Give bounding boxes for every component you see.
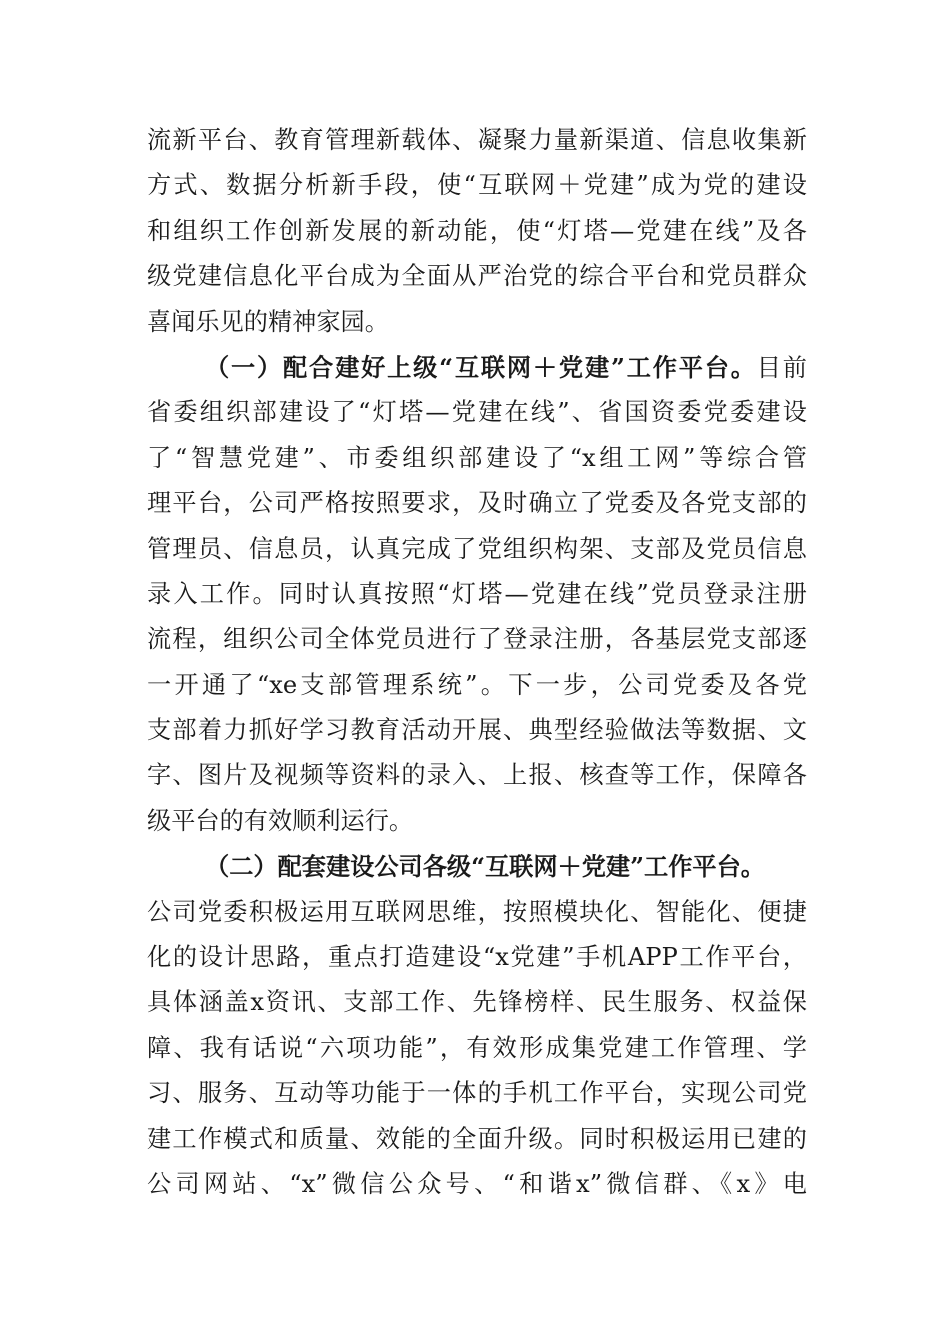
text-line: 公司党委积极运用互联网思维，按照模块化、智能化、便捷 <box>147 897 807 926</box>
text-line: 级平台的有效顺利运行。 <box>147 806 414 835</box>
text-line: 具体涵盖x资讯、支部工作、先锋榜样、民生服务、权益保 <box>147 988 807 1017</box>
text-line: 喜闻乐见的精神家园。 <box>147 307 389 336</box>
paragraph-continuation <box>147 118 807 345</box>
text-line: 建工作模式和质量、效能的全面升级。同时积极运用已建的 <box>147 1124 807 1153</box>
text-line: 了“智慧党建”、市委组织部建设了“x组工网”等综合管 <box>147 443 807 472</box>
section-1-first-line-rest: 目前 <box>756 353 807 382</box>
text-line: 省委组织部建设了“灯塔—党建在线”、省国资委党委建设 <box>147 398 807 427</box>
text-line: 方式、数据分析新手段，使“互联网＋党建”成为党的建设 <box>147 171 807 200</box>
text-line: 字、图片及视频等资料的录入、上报、核查等工作，保障各 <box>147 761 807 790</box>
text-line: 障、我有话说“六项功能”，有效形成集党建工作管理、学 <box>147 1033 807 1062</box>
text-line: 管理员、信息员，认真完成了党组织构架、支部及党员信息 <box>147 534 807 563</box>
document-page <box>147 118 807 1207</box>
section-1-heading: （一）配合建好上级“互联网＋党建”工作平台。 <box>205 352 757 382</box>
text-line: 录入工作。同时认真按照“灯塔—党建在线”党员登录注册 <box>147 579 807 608</box>
section-2-heading: （二）配套建设公司各级“互联网＋党建”工作平台。 <box>205 852 765 882</box>
text-line: 一开通了“xe支部管理系统”。下一步，公司党委及各党 <box>147 670 807 699</box>
text-line: 流新平台、教育管理新载体、凝聚力量新渠道、信息收集新 <box>147 126 807 154</box>
text-line: 习、服务、互动等功能于一体的手机工作平台，实现公司党 <box>147 1079 807 1108</box>
text-line: 化的设计思路，重点打造建设“x党建”手机APP工作平台， <box>147 943 807 972</box>
text-line: 支部着力抓好学习教育活动开展、典型经验做法等数据、文 <box>147 716 807 745</box>
text-line: 理平台，公司严格按照要求，及时确立了党委及各党支部的 <box>147 489 807 518</box>
paragraph-section-1 <box>147 345 807 844</box>
paragraph-section-2 <box>147 844 807 1207</box>
text-line: 和组织工作创新发展的新动能，使“灯塔—党建在线”及各 <box>147 216 807 245</box>
text-line: 级党建信息化平台成为全面从严治党的综合平台和党员群众 <box>147 262 807 291</box>
text-line: 流程，组织公司全体党员进行了登录注册，各基层党支部逐 <box>147 625 807 654</box>
text-line: 公司网站、“x”微信公众号、“和谐x”微信群、《x》电 <box>147 1169 807 1198</box>
section-1-first-line <box>147 345 807 390</box>
